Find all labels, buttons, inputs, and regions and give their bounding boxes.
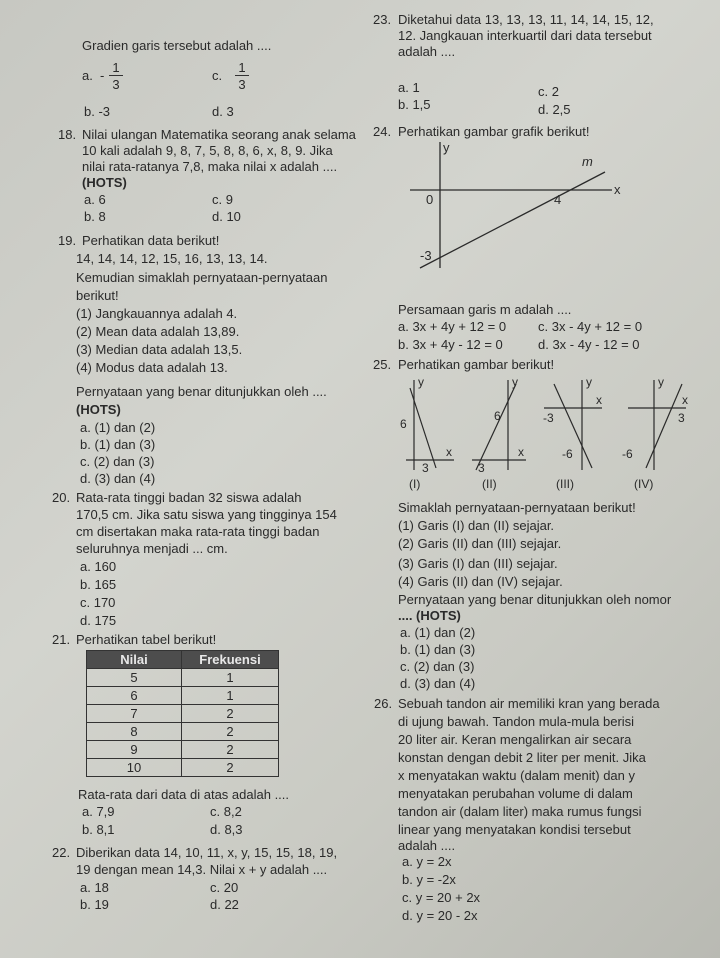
q26-option-c: c. y = 20 + 2x: [402, 890, 481, 905]
q26-line-1: Sebuah tandon air memiliki kran yang berada: [398, 696, 660, 711]
graph-caption: (I): [409, 477, 421, 491]
q22-option-c: c. 20: [210, 880, 239, 895]
q26-line-2: di ujung bawah. Tandon mula-mula berisi: [398, 714, 635, 729]
q26-line-8: linear yang menyatakan kondisi tersebut: [398, 822, 631, 837]
line-m-label: m: [582, 154, 593, 169]
x-axis-label: x: [446, 445, 452, 459]
q26-option-b: b. y = -2x: [402, 872, 456, 887]
q17-option-c-fraction-bar: [235, 75, 249, 76]
table-header-nilai: Nilai: [87, 651, 182, 669]
table-cell-frekuensi: 2: [182, 705, 279, 723]
q19-line-1: Perhatikan data berikut!: [82, 233, 220, 248]
q18-line-2: 10 kali adalah 9, 8, 7, 5, 8, 8, 6, x, 8, 9. Jika: [82, 143, 333, 158]
q19-line-3: Kemudian simaklah pernyataan-pernyataan: [76, 270, 328, 285]
q25-statement-3: (3) Garis (I) dan (III) sejajar.: [398, 556, 558, 571]
q26-line-6: menyatakan perubahan volume di dalam: [398, 786, 633, 801]
y-axis-label: y: [658, 375, 664, 389]
origin-label: 0: [426, 192, 434, 207]
q23-line-3: adalah ....: [398, 44, 456, 59]
q19-option-a: a. (1) dan (2): [80, 420, 156, 435]
q26-option-a: a. y = 2x: [402, 854, 452, 869]
q23-line-2: 12. Jangkauan interkuartil dari data tersebut: [398, 28, 652, 43]
q19-statement-1: (1) Jangkauannya adalah 4.: [76, 306, 238, 321]
x-axis-label: x: [596, 393, 602, 407]
q25-option-b: b. (1) dan (3): [400, 642, 476, 657]
q25-graph-i: [400, 375, 454, 491]
q17-option-c-letter: c.: [212, 68, 223, 83]
x-axis-label: x: [518, 445, 524, 459]
q23-option-b: b. 1,5: [398, 97, 431, 112]
y-intercept-label: -6: [562, 447, 573, 461]
q26-line-7: tandon air (dalam liter) maka rumus fungsi: [398, 804, 642, 819]
q25-graph-iv: [622, 375, 688, 491]
q18-line-3: nilai rata-ratanya 7,8, maka nilai x adalah ....: [82, 159, 338, 174]
q19-hots-tag: (HOTS): [76, 402, 121, 417]
q23-line-1: Diketahui data 13, 13, 13, 11, 14, 14, 15, 12,: [398, 12, 654, 27]
table-row: [87, 705, 279, 723]
q24-option-d: d. 3x - 4y - 12 = 0: [538, 337, 640, 352]
table-cell-nilai: 8: [87, 723, 182, 741]
q19-statement-3: (3) Median data adalah 13,5.: [76, 342, 243, 357]
q17-option-a-letter: a.: [82, 68, 93, 83]
table-cell-nilai: 10: [87, 759, 182, 777]
q25-statement-1: (1) Garis (I) dan (II) sejajar.: [398, 518, 555, 533]
q19-option-c: c. (2) dan (3): [80, 454, 155, 469]
x-axis-label: x: [682, 393, 688, 407]
y-intercept-label: 6: [494, 409, 501, 423]
q25-line-4: .... (HOTS): [398, 608, 461, 623]
q24-number: 24.: [373, 124, 392, 139]
q20-option-a: a. 160: [80, 559, 117, 574]
table-cell-frekuensi: 1: [182, 687, 279, 705]
q17-stem: Gradien garis tersebut adalah ....: [82, 38, 272, 53]
line-m: [420, 172, 605, 268]
q25-graph-ii: [472, 375, 526, 491]
q22-number: 22.: [52, 845, 71, 860]
q22-option-d: d. 22: [210, 897, 239, 912]
table-cell-frekuensi: 2: [182, 723, 279, 741]
x-intercept-label: 4: [554, 192, 562, 207]
q17-option-d: d. 3: [212, 104, 234, 119]
q23-option-d: d. 2,5: [538, 102, 571, 117]
q19-line-4: berikut!: [76, 288, 119, 303]
q17-option-b: b. -3: [84, 104, 111, 119]
x-intercept-label: 3: [678, 411, 685, 425]
q21-frequency-table: [86, 650, 279, 777]
q25-option-d: d. (3) dan (4): [400, 676, 476, 691]
q20-option-b: b. 165: [80, 577, 117, 592]
q20-line-1: Rata-rata tinggi badan 32 siswa adalah: [76, 490, 302, 505]
q18-hots-tag: (HOTS): [82, 175, 127, 190]
q21-option-d: d. 8,3: [210, 822, 243, 837]
q25-graphs: [396, 372, 696, 494]
graph-caption: (IV): [634, 477, 654, 491]
q24-option-c: c. 3x - 4y + 12 = 0: [538, 319, 643, 334]
q26-option-d: d. y = 20 - 2x: [402, 908, 478, 923]
graph-caption: (II): [482, 477, 497, 491]
q21-line-1: Perhatikan tabel berikut!: [76, 632, 217, 647]
q17-option-c-denominator: 3: [238, 77, 246, 92]
x-intercept-label: -3: [543, 411, 554, 425]
x-intercept-label: 3: [478, 461, 485, 475]
q26-line-3: 20 liter air. Keran mengalirkan air secara: [398, 732, 632, 747]
q26-line-5: x menyatakan waktu (dalam menit) dan y: [398, 768, 635, 783]
q17-option-a-sign: -: [100, 68, 105, 83]
q20-line-3: cm disertakan maka rata-rata tinggi badan: [76, 524, 320, 539]
q19-statement-4: (4) Modus data adalah 13.: [76, 360, 228, 375]
q17-option-a-denominator: 3: [112, 77, 120, 92]
q22-option-b: b. 19: [80, 897, 109, 912]
q23-option-a: a. 1: [398, 80, 420, 95]
q25-number: 25.: [373, 357, 392, 372]
q26-number: 26.: [374, 696, 393, 711]
q24-option-b: b. 3x + 4y - 12 = 0: [398, 337, 503, 352]
q20-option-c: c. 170: [80, 595, 116, 610]
q20-option-d: d. 175: [80, 613, 117, 628]
table-row: [87, 669, 279, 687]
table-cell-frekuensi: 2: [182, 759, 279, 777]
q25-statement-2: (2) Garis (II) dan (III) sejajar.: [398, 536, 562, 551]
y-axis-label: y: [443, 140, 450, 155]
q25-line-2: Simaklah pernyataan-pernyataan berikut!: [398, 500, 636, 515]
q17-option-a-numerator: 1: [112, 60, 120, 75]
y-axis-label: y: [418, 375, 424, 389]
x-axis-label: x: [614, 182, 621, 197]
q18-line-1: Nilai ulangan Matematika seorang anak selama: [82, 127, 356, 142]
graph-line: [646, 384, 682, 468]
q25-line-3: Pernyataan yang benar ditunjukkan oleh nomor: [398, 592, 672, 607]
q20-number: 20.: [52, 490, 71, 505]
table-cell-nilai: 6: [87, 687, 182, 705]
q19-option-d: d. (3) dan (4): [80, 471, 156, 486]
q18-option-a: a. 6: [84, 192, 106, 207]
y-intercept-label: -6: [622, 447, 633, 461]
table-cell-nilai: 9: [87, 741, 182, 759]
table-cell-frekuensi: 1: [182, 669, 279, 687]
q18-option-b: b. 8: [84, 209, 106, 224]
q24-line-graph: [400, 138, 640, 278]
q20-line-2: 170,5 cm. Jika satu siswa yang tingginya 154: [76, 507, 337, 522]
table-row: [87, 759, 279, 777]
y-axis-label: y: [586, 375, 592, 389]
q19-number: 19.: [58, 233, 77, 248]
q23-option-c: c. 2: [538, 84, 559, 99]
q22-option-a: a. 18: [80, 880, 109, 895]
q24-option-a: a. 3x + 4y + 12 = 0: [398, 319, 507, 334]
q17-option-a-fraction-bar: [109, 75, 123, 76]
table-row: [87, 687, 279, 705]
q20-line-4: seluruhnya menjadi ... cm.: [76, 541, 228, 556]
x-intercept-label: 3: [422, 461, 429, 475]
q18-option-d: d. 10: [212, 209, 241, 224]
q25-graph-iii: [543, 375, 602, 491]
q19-line-5: Pernyataan yang benar ditunjukkan oleh ....: [76, 384, 327, 399]
q22-line-1: Diberikan data 14, 10, 11, x, y, 15, 15, 18, 19,: [76, 845, 338, 860]
q21-option-c: c. 8,2: [210, 804, 242, 819]
table-cell-nilai: 7: [87, 705, 182, 723]
table-row: [87, 723, 279, 741]
q25-option-a: a. (1) dan (2): [400, 625, 476, 640]
q18-option-c: c. 9: [212, 192, 233, 207]
q26-line-9: adalah ....: [398, 838, 456, 853]
graph-line: [476, 384, 516, 470]
q26-line-4: konstan dengan debit 2 liter per menit. Jika: [398, 750, 646, 765]
graph-line: [554, 384, 592, 468]
q18-number: 18.: [58, 127, 77, 142]
table-header-frekuensi: Frekuensi: [182, 651, 279, 669]
q19-line-2: 14, 14, 14, 12, 15, 16, 13, 13, 14.: [76, 251, 268, 266]
q19-option-b: b. (1) dan (3): [80, 437, 156, 452]
q23-number: 23.: [373, 12, 392, 27]
y-intercept-label: -3: [420, 248, 432, 263]
q19-statement-2: (2) Mean data adalah 13,89.: [76, 324, 240, 339]
y-intercept-label: 6: [400, 417, 407, 431]
q25-statement-4: (4) Garis (II) dan (IV) sejajar.: [398, 574, 563, 589]
q21-number: 21.: [52, 632, 71, 647]
q17-option-c-numerator: 1: [238, 60, 246, 75]
q24-line-1: Perhatikan gambar grafik berikut!: [398, 124, 590, 139]
table-row: [87, 741, 279, 759]
q21-option-a: a. 7,9: [82, 804, 115, 819]
y-axis-label: y: [512, 375, 518, 389]
table-header-row: [87, 651, 279, 669]
graph-caption: (III): [556, 477, 574, 491]
table-cell-nilai: 5: [87, 669, 182, 687]
q24-line-2: Persamaan garis m adalah ....: [398, 302, 572, 317]
q21-option-b: b. 8,1: [82, 822, 115, 837]
q25-line-1: Perhatikan gambar berikut!: [398, 357, 555, 372]
q22-line-2: 19 dengan mean 14,3. Nilai x + y adalah ....: [76, 862, 328, 877]
q21-line-2: Rata-rata dari data di atas adalah ....: [78, 787, 290, 802]
table-cell-frekuensi: 2: [182, 741, 279, 759]
q25-option-c: c. (2) dan (3): [400, 659, 475, 674]
